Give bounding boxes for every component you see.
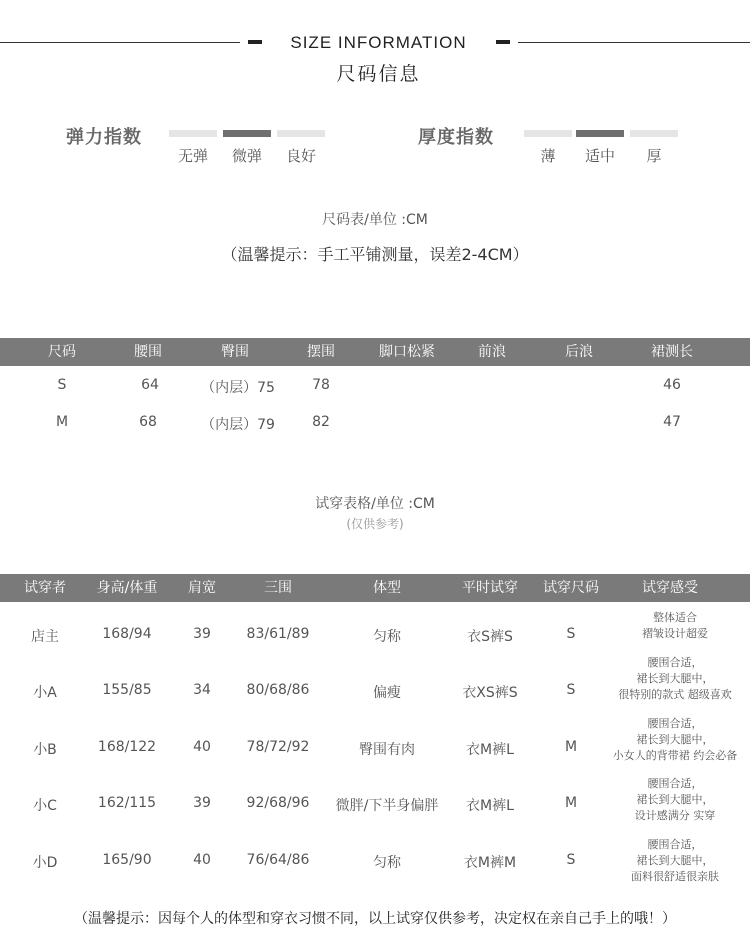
fitting-cell: 155/85	[102, 682, 152, 698]
fitting-col-header: 试穿者	[24, 580, 66, 596]
fitting-cell: 92/68/96	[246, 795, 310, 811]
feeling-line: 裙长到大腿中，	[636, 733, 714, 746]
header-dash-right	[496, 40, 510, 44]
fitting-feeling	[600, 776, 750, 824]
fitting-cell: 衣M裤L	[466, 798, 514, 814]
size-col-header: 后浪	[565, 344, 593, 360]
fitting-cell: 衣M裤M	[463, 855, 517, 871]
feeling-line: 裙长到大腿中，	[636, 793, 714, 806]
size-table-header	[0, 338, 750, 366]
fitting-cell: 衣S裤S	[467, 629, 513, 645]
feeling-line: 裙长到大腿中，	[636, 672, 714, 685]
feeling-line: 很特别的款式 超级喜欢	[618, 688, 732, 701]
size-cell: M	[55, 414, 69, 430]
size-col-header: 尺码	[48, 344, 76, 360]
size-cell: S	[57, 377, 67, 393]
fitting-cell: 165/90	[102, 852, 152, 868]
fitting-footer-tip: （温馨提示：因每个人的体型和穿衣习惯不同，以上试穿仅供参考，决定权在亲自己手上的哦！）	[74, 911, 676, 927]
fitting-cell: 微胖/下半身偏胖	[335, 798, 439, 814]
thickness-option: 适中	[584, 147, 615, 165]
thickness-seg-1	[524, 130, 572, 137]
size-col-header: 腰围	[134, 344, 162, 360]
fitting-cell: 168/122	[97, 739, 157, 755]
size-cell: 47	[663, 414, 681, 430]
feeling-line: 腰围合适，	[647, 838, 703, 851]
fitting-cell: 店主	[31, 629, 59, 645]
fitting-cell: S	[566, 626, 576, 642]
fitting-col-header: 试穿尺码	[543, 580, 599, 596]
header-rule-right	[518, 42, 750, 43]
fitting-cell: 39	[193, 626, 211, 642]
size-cell: （内层）75	[201, 380, 275, 396]
feeling-line: 面料很舒适很亲肤	[631, 870, 719, 883]
fitting-cell: 匀称	[373, 629, 401, 645]
fitting-cell: 衣M裤L	[466, 742, 514, 758]
fitting-sub-label: (仅供参考)	[346, 517, 404, 531]
fitting-cell: 168/94	[102, 626, 152, 642]
size-cell: 82	[312, 414, 330, 430]
fitting-feeling	[600, 655, 750, 703]
fitting-cell: 83/61/89	[246, 626, 310, 642]
size-col-header: 臀围	[221, 344, 249, 360]
fitting-cell: S	[566, 852, 576, 868]
fitting-cell: 匀称	[373, 855, 401, 871]
fitting-col-header: 三围	[264, 580, 292, 596]
fitting-col-header: 平时试穿	[462, 580, 518, 596]
feeling-line: 整体适合	[653, 611, 697, 624]
feeling-line: 腰围合适，	[647, 717, 703, 730]
fitting-cell: 臀围有肉	[359, 742, 415, 758]
fitting-cell: 小C	[33, 798, 57, 814]
fitting-cell: 衣XS裤S	[462, 685, 518, 701]
fitting-col-header: 体型	[373, 580, 401, 596]
elasticity-seg-2	[223, 130, 271, 137]
fitting-feeling	[600, 716, 750, 764]
feeling-line: 设计感满分 实穿	[634, 809, 716, 822]
fitting-cell: 小D	[32, 855, 58, 871]
feeling-line: 腰围合适，	[647, 656, 703, 669]
fitting-table-header	[0, 574, 750, 602]
fitting-cell: 小A	[33, 685, 57, 701]
fitting-feeling	[600, 837, 750, 885]
fitting-feeling	[600, 610, 750, 642]
fitting-cell: 34	[193, 682, 211, 698]
thickness-seg-2	[576, 130, 624, 137]
size-cell: 68	[139, 414, 157, 430]
size-cell: 64	[141, 377, 159, 393]
page-title-en: SIZE INFORMATION	[290, 33, 467, 52]
feeling-line: 裙长到大腿中，	[636, 854, 714, 867]
fitting-cell: M	[564, 795, 578, 811]
fitting-col-header: 肩宽	[188, 580, 216, 596]
fitting-cell: 80/68/86	[246, 682, 310, 698]
feeling-line: 腰围合适，	[647, 777, 703, 790]
thickness-option: 厚	[646, 147, 662, 165]
fitting-cell: 40	[193, 852, 211, 868]
fitting-col-header: 试穿感受	[642, 580, 698, 596]
fitting-col-header: 身高/体重	[96, 580, 158, 596]
elasticity-label: 弹力指数	[66, 127, 142, 148]
elasticity-option: 良好	[285, 147, 316, 165]
feeling-line: 小女人的背带裙 约会必备	[612, 749, 738, 762]
size-tip: （温馨提示：手工平铺测量，误差2-4CM）	[221, 245, 529, 264]
fitting-cell: 162/115	[97, 795, 157, 811]
fitting-cell: 76/64/86	[246, 852, 310, 868]
thickness-seg-3	[630, 130, 678, 137]
size-cell: （内层）79	[201, 417, 275, 433]
fitting-cell: 小B	[33, 742, 57, 758]
elasticity-seg-3	[277, 130, 325, 137]
size-cell: 46	[663, 377, 681, 393]
size-cell: 78	[312, 377, 330, 393]
fitting-unit-label: 试穿表格/单位 :CM	[315, 496, 435, 512]
size-col-header: 裙测长	[651, 344, 693, 360]
size-col-header: 摆围	[307, 344, 335, 360]
size-col-header: 脚口松紧	[379, 344, 435, 360]
fitting-cell: M	[564, 739, 578, 755]
fitting-cell: 偏瘦	[373, 685, 401, 701]
fitting-cell: 40	[193, 739, 211, 755]
thickness-label: 厚度指数	[418, 127, 494, 148]
fitting-cell: 78/72/92	[246, 739, 310, 755]
fitting-cell: 39	[193, 795, 211, 811]
elasticity-option: 微弹	[231, 147, 262, 165]
size-unit-label: 尺码表/单位 :CM	[322, 212, 428, 228]
elasticity-seg-1	[169, 130, 217, 137]
size-col-header: 前浪	[478, 344, 506, 360]
fitting-cell: S	[566, 682, 576, 698]
feeling-line: 褶皱设计超爱	[642, 627, 708, 640]
elasticity-option: 无弹	[177, 147, 208, 165]
page-title-cn: 尺码信息	[336, 63, 421, 85]
thickness-option: 薄	[540, 147, 556, 165]
